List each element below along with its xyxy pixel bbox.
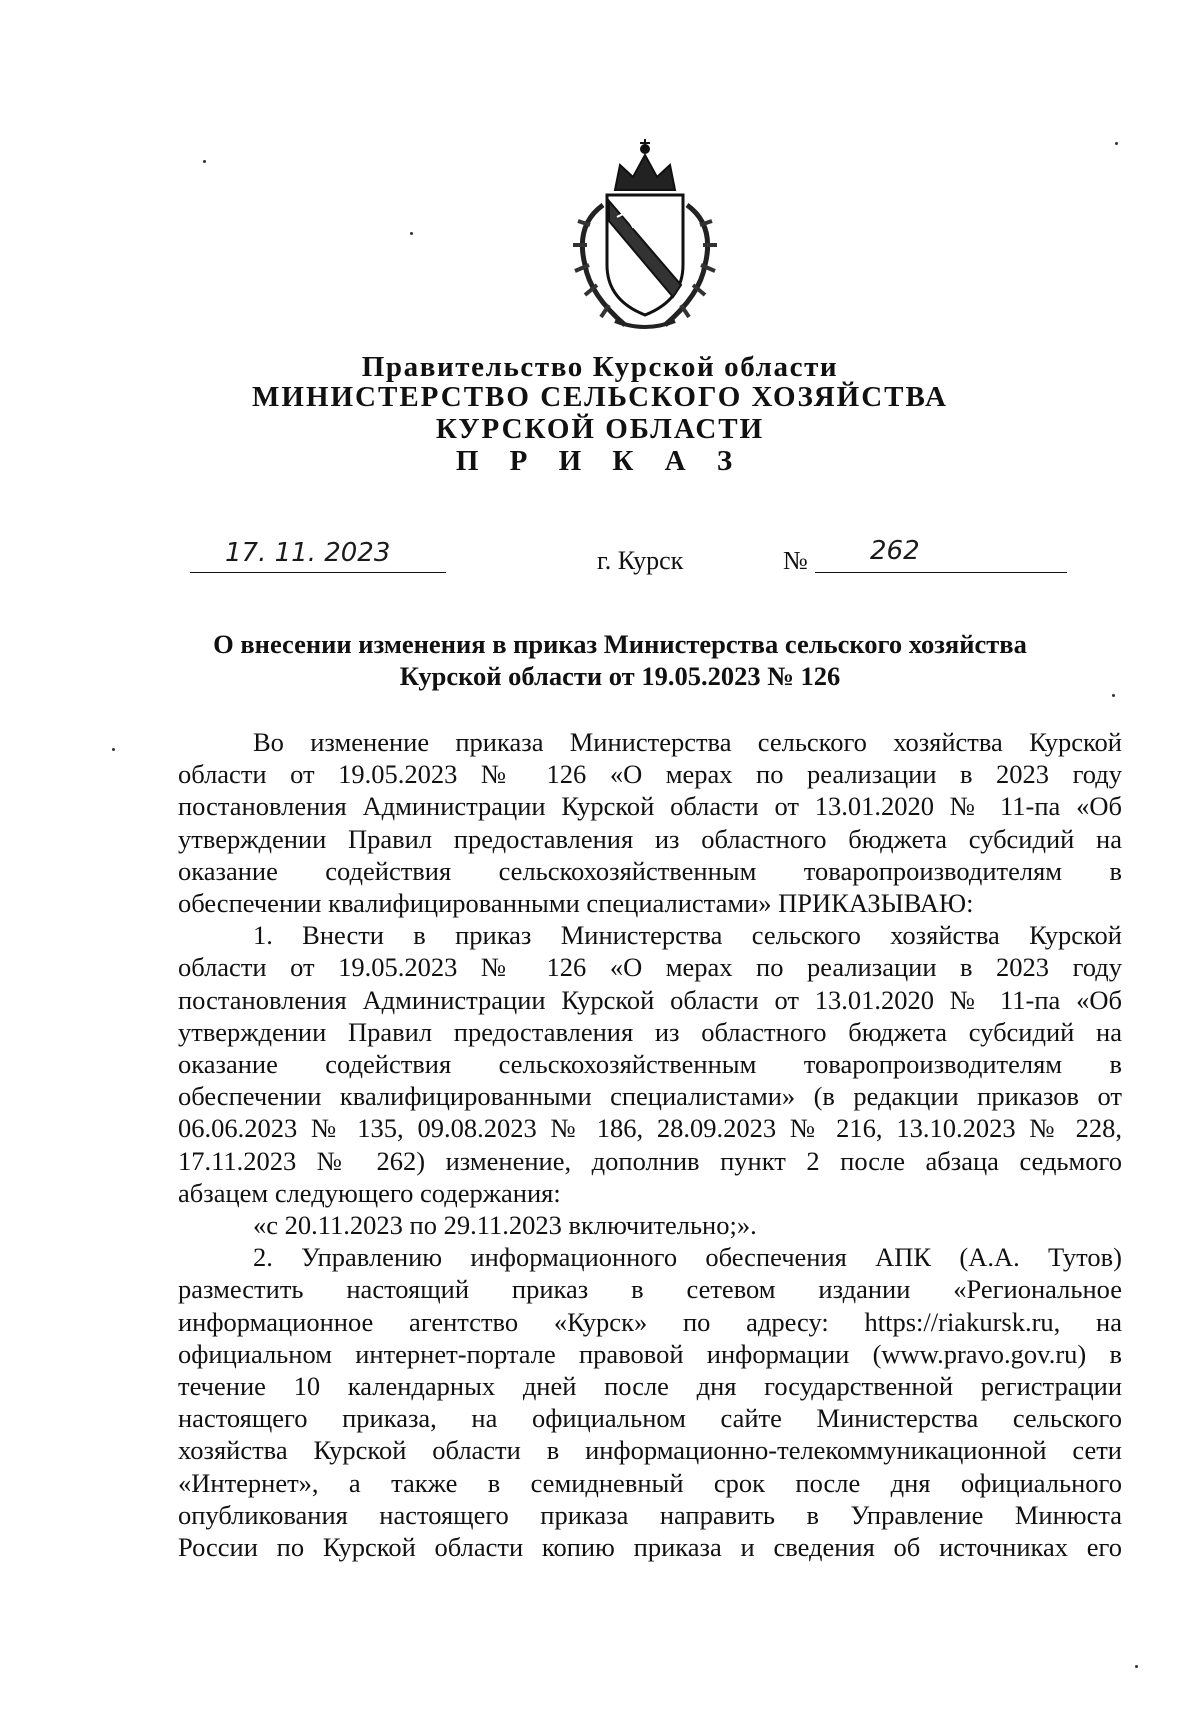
body-line: постановления Администрации Курской области от 13.01.2020 № 11-па «Об xyxy=(178,984,1122,1015)
body-line: утверждении Правил предоставления из областного бюджета субсидий на xyxy=(178,1016,1122,1047)
body-line: абзацем следующего содержания: xyxy=(178,1177,561,1208)
body-line: оказание содействия сельскохозяйственным товаропроизводителям в xyxy=(178,855,1122,886)
body-line: постановления Администрации Курской области от 13.01.2020 № 11-па «Об xyxy=(178,791,1122,822)
handwritten-date: 17. 11. 2023 xyxy=(225,538,391,568)
body-line: утверждении Правил предоставления из областного бюджета субсидий на xyxy=(178,823,1122,854)
number-sign: № xyxy=(783,546,808,575)
document-type-heading: П Р И К А З xyxy=(455,445,745,477)
body-line: 06.06.2023 № 135, 09.08.2023 № 186, 28.09.2023 № 216, 13.10.2023 № 228, xyxy=(178,1113,1122,1144)
handwritten-number: 262 xyxy=(870,536,920,566)
ministry-heading-line2: КУРСКОЙ ОБЛАСТИ xyxy=(435,413,765,445)
body-line: «с 20.11.2023 по 29.11.2023 включительно;». xyxy=(253,1210,757,1241)
government-heading: Правительство Курской области xyxy=(361,351,839,383)
body-line: официальном интернет-портале правовой информации (www.pravo.gov.ru) в xyxy=(178,1338,1122,1369)
city-label: г. Курск xyxy=(597,546,684,575)
coat-of-arms-emblem xyxy=(545,135,745,335)
body-line: течение 10 календарных дней после дня государственной регистрации xyxy=(178,1371,1122,1402)
body-line: «Интернет», а также в семидневный срок после дня официального xyxy=(178,1467,1122,1498)
body-line: информационное агентство «Курск» по адресу: https://riakursk.ru, на xyxy=(178,1306,1122,1337)
ministry-heading-line1: МИНИСТЕРСТВО СЕЛЬСКОГО ХОЗЯЙСТВА xyxy=(252,381,948,413)
number-underline xyxy=(815,572,1067,573)
body-line: Во изменение приказа Министерства сельского хозяйства Курской xyxy=(253,727,1122,757)
body-line: опубликования настоящего приказа направить в Управление Минюста xyxy=(178,1499,1122,1530)
body-line: области от 19.05.2023 № 126 «О мерах по реализации в 2023 году xyxy=(178,759,1122,790)
date-underline xyxy=(190,572,446,573)
body-line: области от 19.05.2023 № 126 «О мерах по реализации в 2023 году xyxy=(178,952,1122,983)
scan-speck xyxy=(203,160,206,163)
body-line: разместить настоящий приказ в сетевом издании «Региональное xyxy=(178,1274,1122,1305)
order-body xyxy=(178,726,1122,1563)
order-title-line1: О внесении изменения в приказ Министерства сельского хозяйства xyxy=(213,629,1027,659)
scan-speck xyxy=(112,748,115,751)
scan-speck xyxy=(410,232,413,235)
body-line: обеспечении квалифицированными специалистами» (в редакции приказов от xyxy=(178,1081,1122,1112)
body-line: 1. Внести в приказ Министерства сельского хозяйства Курской xyxy=(253,920,1122,951)
scan-speck xyxy=(1115,142,1118,145)
body-line: России по Курской области копию приказа и сведения об источниках его xyxy=(178,1532,1122,1563)
body-line: 2. Управлению информационного обеспечения АПК (А.А. Тутов) xyxy=(253,1242,1122,1273)
body-line: хозяйства Курской области в информационно-телекоммуникационной сети xyxy=(178,1435,1122,1466)
scan-speck xyxy=(1135,1665,1138,1668)
body-line: настоящего приказа, на официальном сайте Министерства сельского xyxy=(178,1403,1122,1434)
order-title-line2: Курской области от 19.05.2023 № 126 xyxy=(399,661,841,691)
body-line: обеспечении квалифицированными специалистами» ПРИКАЗЫВАЮ: xyxy=(178,888,974,919)
body-line: оказание содействия сельскохозяйственным товаропроизводителям в xyxy=(178,1049,1122,1080)
scan-speck xyxy=(1112,694,1115,697)
body-line: 17.11.2023 № 262) изменение, дополнив пункт 2 после абзаца седьмого xyxy=(178,1145,1122,1176)
